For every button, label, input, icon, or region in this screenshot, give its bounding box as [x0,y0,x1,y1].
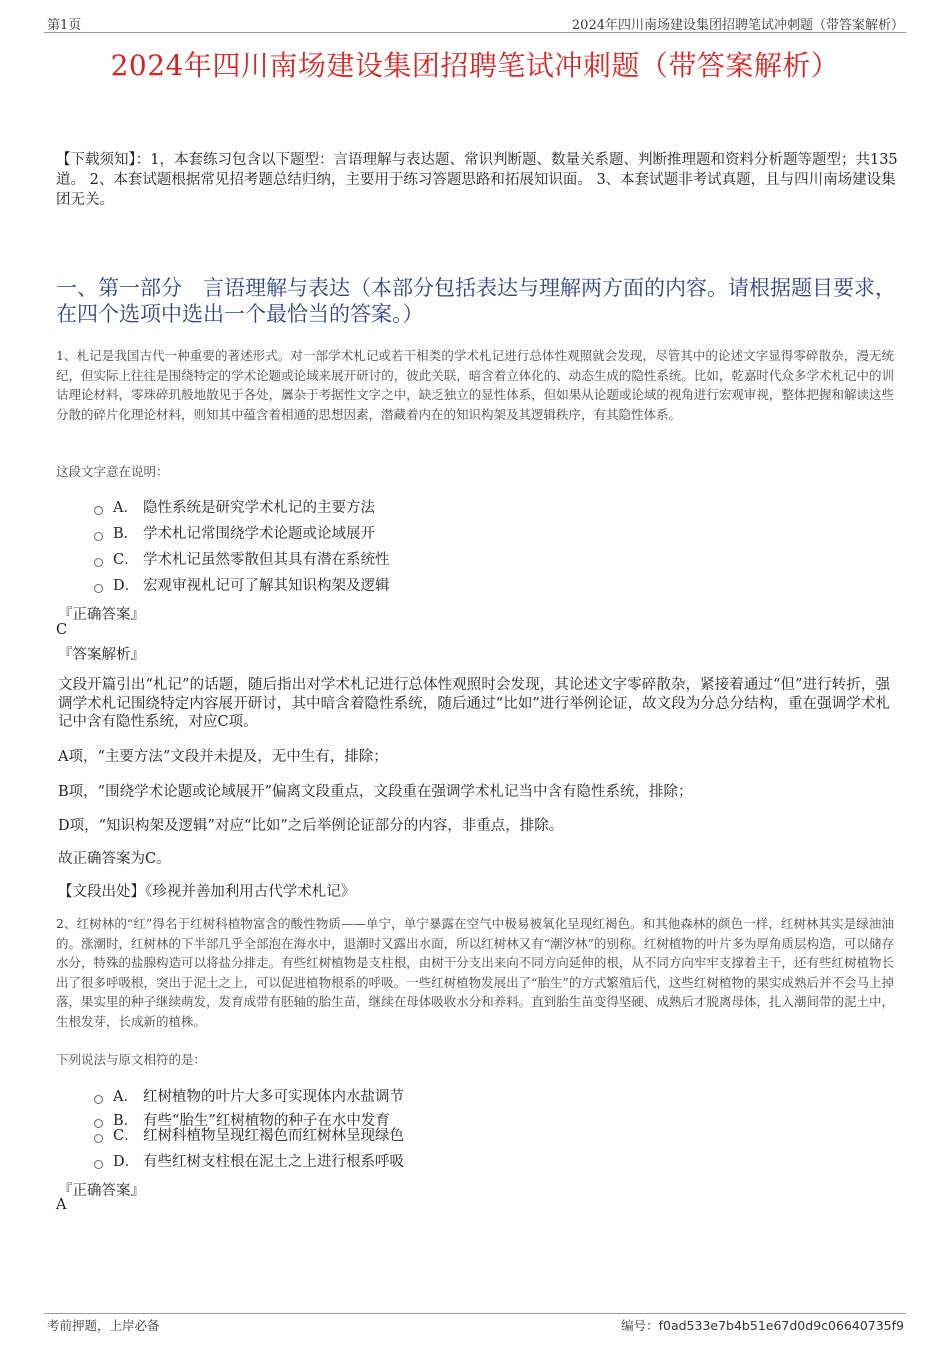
question-1-analysis-d: D项，“知识构架及逻辑”对应“比如”之后举例论证部分的内容，非重点，排除。 [58,818,564,834]
footer-slogan: 考前押题，上岸必备 [47,1318,160,1333]
question-1-option-d[interactable] [94,573,390,595]
radio-icon[interactable] [94,532,103,541]
question-2-answer: A [56,1197,67,1213]
question-2-stem: 下列说法与原文相符的是： [56,1052,207,1067]
option-letter: D． [113,577,140,594]
radio-icon[interactable] [94,506,103,515]
question-1-answer: C [56,622,68,638]
question-2-option-a[interactable] [94,1084,404,1106]
radio-icon[interactable] [94,1160,103,1169]
option-text: 有些红树支柱根在泥土之上进行根系呼吸 [143,1153,404,1170]
option-text: 有些“胎生”红树植物的种子在水中发育 [143,1112,390,1129]
download-notice: 【下载须知】：1，本套练习包含以下题型：言语理解与表达题、常识判断题、数量关系题、判断推理题和资料分析题等题型；共135道。 2、本套试题根据常见招考题总结归纳，主要用于练习答题思路和拓展知识面。 3、本套试题非考试真题，且与四川南场建设集团无关。 [56,152,898,208]
question-2-passage: 2、红树林的“红”得名于红树科植物富含的酸性物质——单宁，单宁暴露在空气中极易被氧化呈现红褐色。和其他森林的颜色一样，红树林其实是绿油油的。涨潮时，红树林的下半部几乎全部泡在海水中，退潮时又露出水面，所以红树林又有“潮汐林”的别称。红树植物的叶片多为厚角质层构造，可以储存水分，特殊的盐腺构造可以将盐分排走。有些红树植物是支柱根，由树干分支出来向不同方向延伸的根，从不同方向牢牢支撑着主干，还有些红树植物长出了很多呼吸根，突出于泥土之上，可以促进植物根系的呼吸。一些红树植物发展出了“胎生”的方式繁殖后代，这些红树植物的果实成熟后并不会马上掉落，果实里的种子继续萌发，发育成带有胚轴的胎生苗，继续在母体吸收水分和养料。直到胎生苗变得坚硬、成熟后才脱离母体，扎入潮间带的泥土中，生根发芽，长成新的植株。 [56,916,894,1029]
question-1-analysis: 文段开篇引出“札记”的话题，随后指出对学术札记进行总体性观照时会发现，其论述文字零碎散杂，紧接着通过“但”进行转折，强调学术札记围绕特定内容展开研讨，其中暗含着隐性系统，随后通过“比如”进行举例论证，故文段为分总分结构，重在强调学术札记中含有隐性系统，对应C项。 [58,677,890,730]
question-1-option-c[interactable] [94,547,390,569]
option-text: 隐性系统是研究学术札记的主要方法 [143,499,375,516]
option-letter: B． [113,525,139,542]
radio-icon[interactable] [94,1095,103,1104]
document-title: 2024年四川南场建设集团招聘笔试冲刺题（带答案解析） [110,49,840,82]
footer-code-value: f0ad533e7b4b51e67d0d9c06640735f9 [658,1318,904,1333]
question-2-answer-label: 『正确答案』 [58,1183,145,1199]
header-divider [44,32,906,33]
footer-divider [44,1313,906,1314]
question-1-source: 【文段出处】《珍视并善加利用古代学术札记》 [58,884,356,900]
question-1-stem: 这段文字意在说明： [56,464,169,479]
option-text: 红树植物的叶片大多可实现体内水盐调节 [143,1088,404,1105]
option-letter: B． [113,1112,139,1129]
radio-icon[interactable] [94,558,103,567]
radio-icon[interactable] [94,1134,103,1143]
question-1-analysis-a: A项，“主要方法”文段并未提及，无中生有，排除； [58,749,388,765]
running-title: 2024年四川南场建设集团招聘笔试冲刺题（带答案解析） [571,18,904,33]
section-heading: 一、第一部分 言语理解与表达（本部分包括表达与理解两方面的内容。请根据题目要求，在四个选项中选出一个最恰当的答案。） [56,276,896,326]
option-letter: C． [113,551,139,568]
page-number: 第1页 [47,18,82,33]
radio-icon[interactable] [94,584,103,593]
option-letter: D． [113,1153,140,1170]
option-letter: A． [113,499,138,516]
footer-code-label: 编号： [621,1318,659,1333]
question-1-analysis-label: 『答案解析』 [58,647,145,663]
option-text: 红树科植物呈现红褐色而红树林呈现绿色 [143,1127,404,1144]
question-2-option-c[interactable] [94,1123,404,1145]
question-1-option-a[interactable] [94,495,375,517]
option-text: 宏观审视札记可了解其知识构架及逻辑 [143,577,390,594]
option-letter: A． [113,1088,138,1105]
question-1-conclusion: 故正确答案为C。 [58,851,171,867]
footer-code [621,1316,904,1334]
option-letter: C． [113,1127,139,1144]
question-1-analysis-b: B项，“围绕学术论题或论域展开”偏离文段重点，文段重在强调学术札记当中含有隐性系统，排除； [58,784,693,800]
question-1-option-b[interactable] [94,521,375,543]
option-text: 学术札记常围绕学术论题或论域展开 [143,525,375,542]
option-text: 学术札记虽然零散但其具有潜在系统性 [143,551,390,568]
question-1-answer-label: 『正确答案』 [58,607,145,623]
question-2-option-d[interactable] [94,1149,404,1171]
question-1-passage: 1、札记是我国古代一种重要的著述形式。对一部学术札记或若干相类的学术札记进行总体性观照就会发现，尽管其中的论述文字显得零碎散杂，漫无统纪，但实际上往往是围绕特定的学术论题或论域来展开研讨的，彼此关联，暗含着立体化的、动态生成的隐性系统。比如，乾嘉时代众多学术札记中的训诂理论材料，零珠碎玑般地散见于各处，羼杂于考据性文字之中，缺乏独立的显性体系，但如果从论题或论域的视角进行宏观审视，整体把握和解读这些分散的碎片化理论材料，则知其中蕴含着相通的思想因素，潜藏着内在的知识构架及其逻辑秩序，有其隐性体系。 [56,348,894,422]
